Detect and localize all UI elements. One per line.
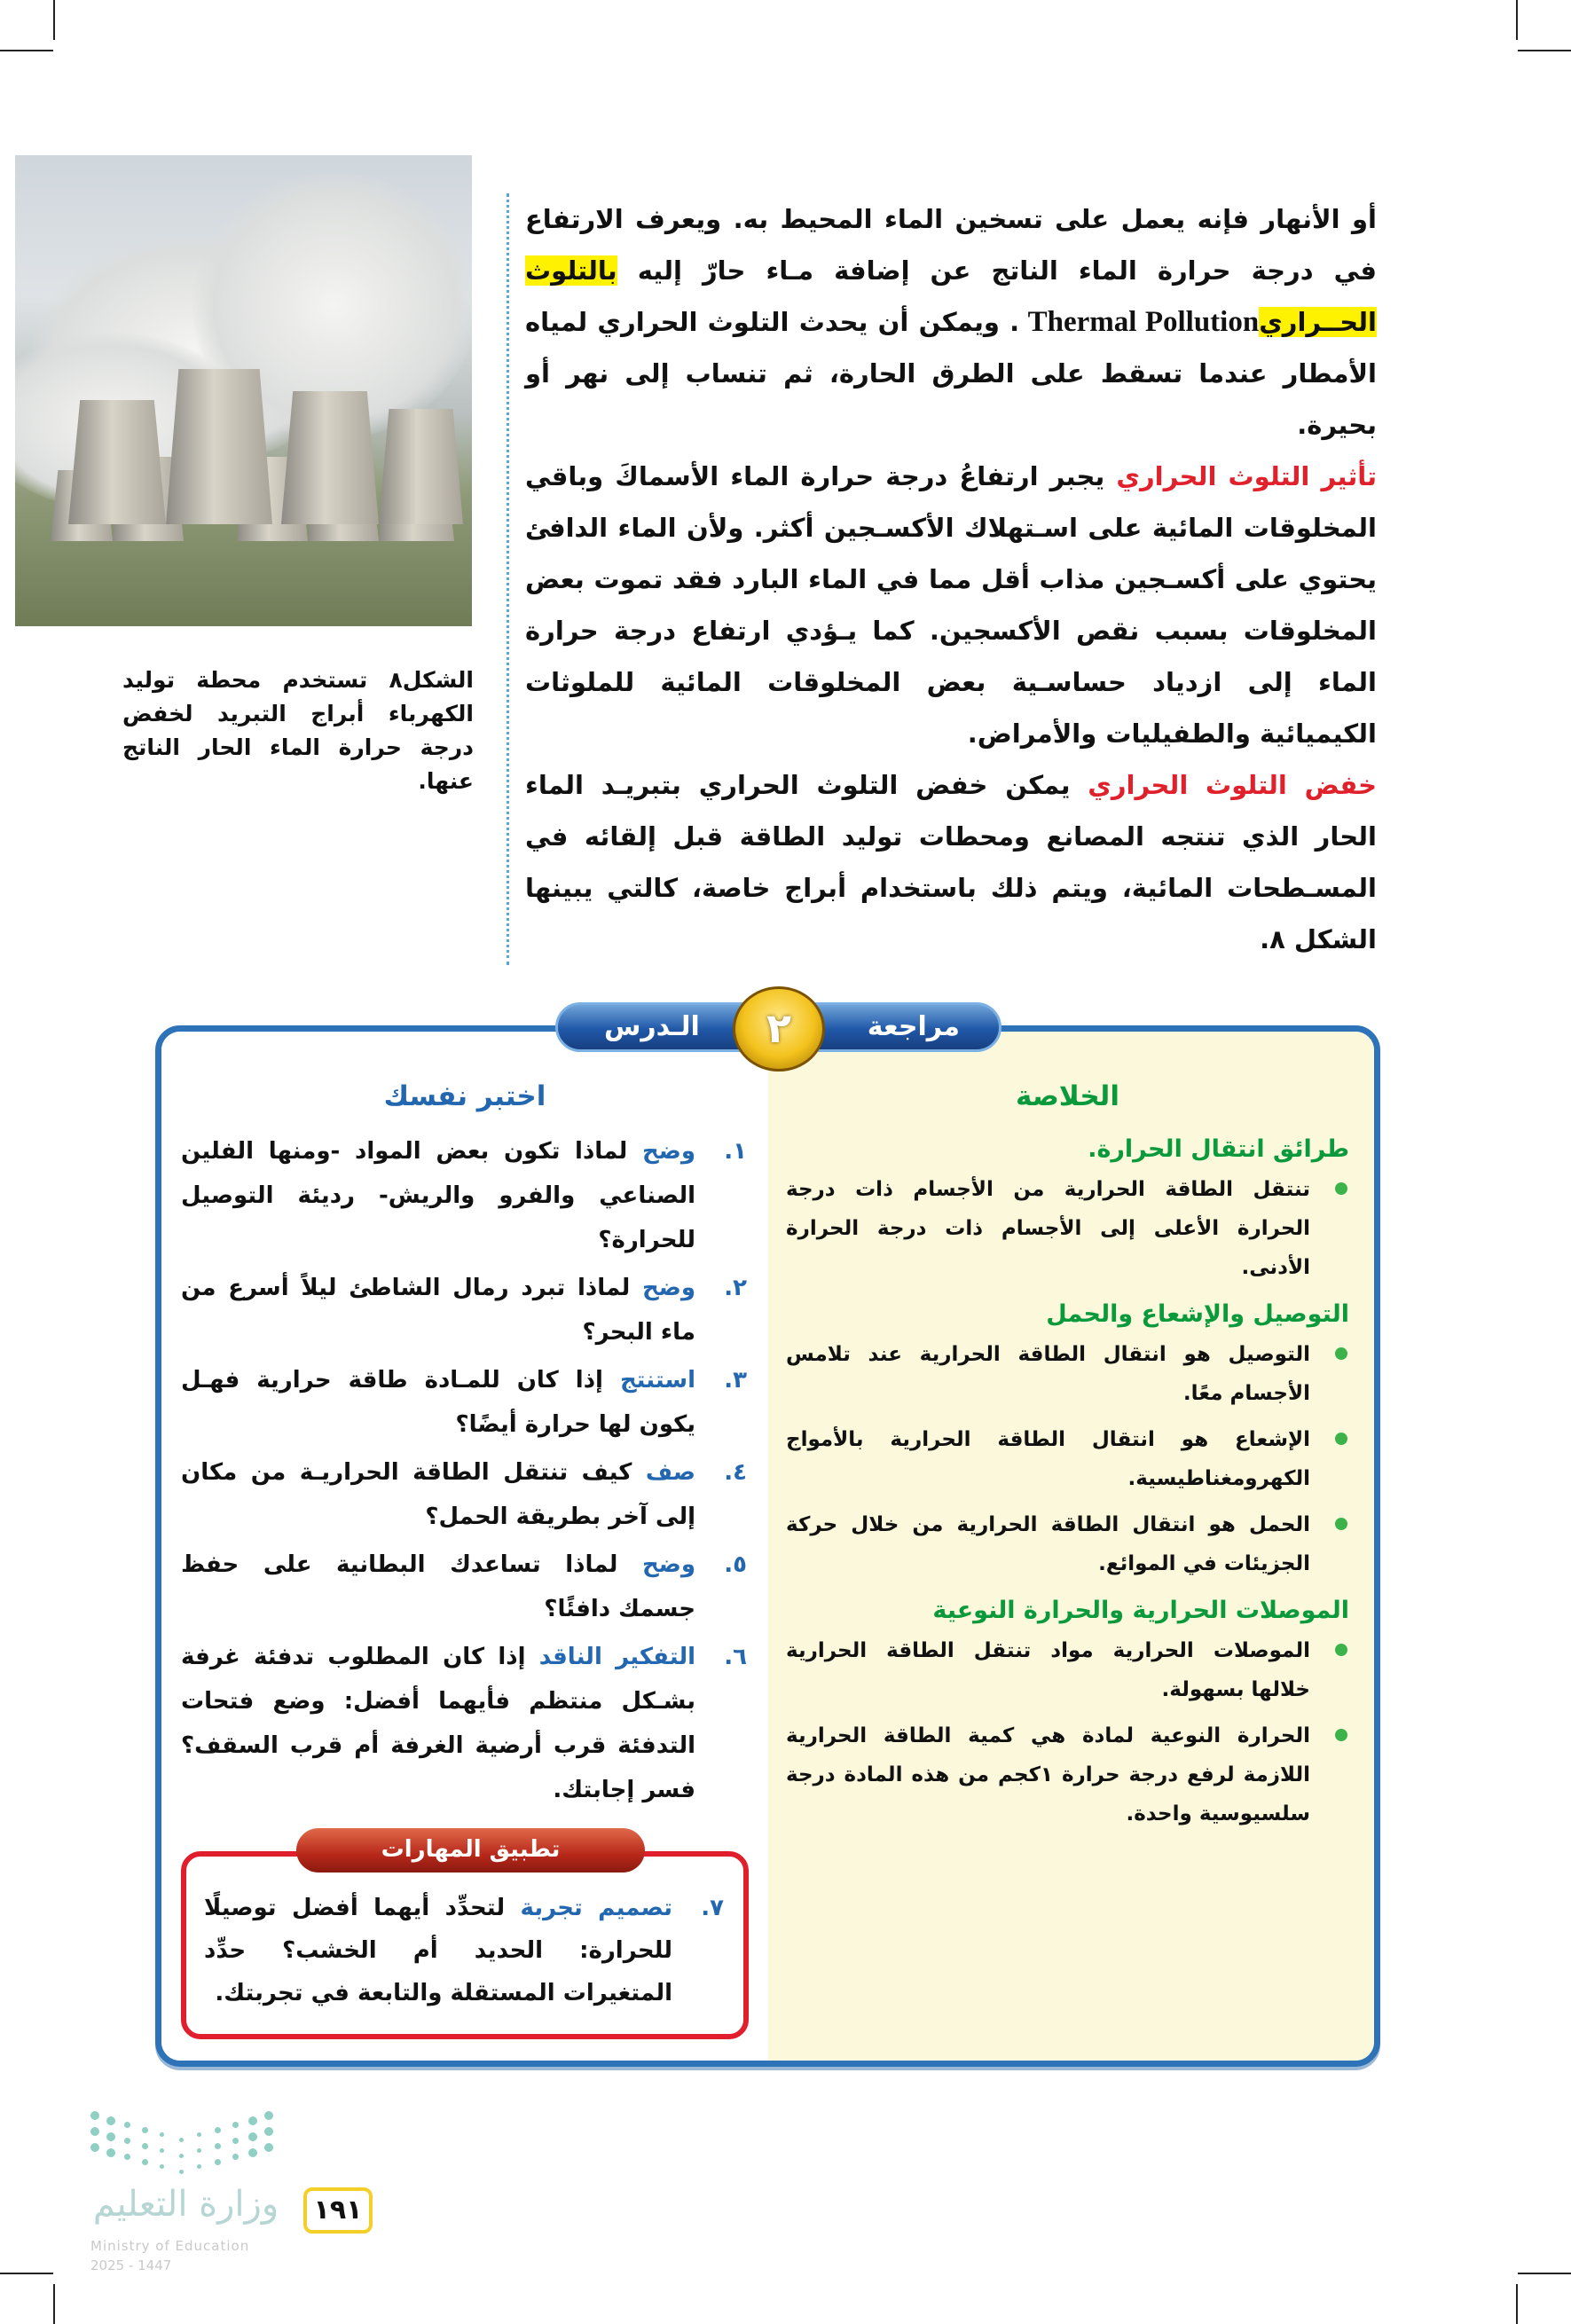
question-number: ٧. <box>701 1895 724 1921</box>
crop-mark <box>1516 0 1518 40</box>
text-run: . ويمكن أن يحدث التلوث الحراري لمياه الأمطار عندما تسقط على الطرق الحارة، ثم تنساب إلى نهر أو بحيرة. <box>525 307 1377 440</box>
logo-dot <box>160 2164 164 2169</box>
question-verb: وضح <box>641 1138 695 1165</box>
logo-dot <box>179 2138 184 2142</box>
self-test-panel <box>161 1032 768 2061</box>
question-number: ٢. <box>724 1275 747 1301</box>
crop-mark <box>1516 2284 1518 2324</box>
logo-dot <box>142 2159 148 2165</box>
summary-title: الخلاصة <box>1016 1080 1119 1112</box>
banner-word: الـدرس <box>604 1011 700 1042</box>
summary-heading: طرائق انتقال الحرارة. <box>1088 1135 1349 1163</box>
logo-dot <box>124 2154 130 2160</box>
crop-mark <box>1518 2273 1571 2274</box>
figure-caption-text: تستخدم محطة توليد الكهرباء أبراج التبريد لخفض درجة حرارة الماء الحار الناتج عنها. <box>122 667 474 794</box>
logo-dot <box>160 2148 164 2153</box>
text-run: يمكن خفض التلوث الحراري بتبريـد الماء الحار الذي تنتجه المصانع ومحطات توليد الطاقة قبل إلقائه في المسـطحات المائية، ويتم ذلك باستخدام أبراج خاصة، كالتي يبينها الشكل ٨. <box>525 770 1377 954</box>
lesson-review-box <box>155 1025 1380 2067</box>
question-verb: صف <box>645 1459 695 1486</box>
summary-heading: الموصلات الحرارية والحرارة النوعية <box>932 1597 1349 1624</box>
lower-section <box>90 1001 1380 2289</box>
paragraph-heading: تأثير التلوث الحراري <box>1116 461 1377 491</box>
question-item <box>181 1450 749 1539</box>
summary-bullet: الموصلات الحرارية مواد تنتقل الطاقة الحرارية خلالها بسهولة. <box>786 1631 1349 1709</box>
logo-dot <box>124 2122 130 2128</box>
logo-dot <box>197 2148 201 2153</box>
summary-bullet: الإشعاع هو انتقال الطاقة الحرارية بالأمواج الكهرومغناطيسية. <box>786 1420 1349 1498</box>
summary-list <box>786 1129 1349 1833</box>
logo-dot <box>142 2143 148 2149</box>
question-text: إذا كان المطلوب تدفئة غرفة بشـكل منتظم فأيهما أفضل: وضع فتحات التدفئة قرب أرضية الغرفة أم قرب السقف؟ فسر إجابتك. <box>181 1644 695 1803</box>
question-verb: تصميم تجربة <box>520 1895 672 1921</box>
page-number: ١٩١ <box>303 2187 373 2234</box>
logo-dot <box>142 2127 148 2133</box>
question-number: ١. <box>724 1138 747 1165</box>
summary-bullet: تنتقل الطاقة الحرارية من الأجسام ذات درجة الحرارة الأعلى إلى الأجسام ذات درجة الحرارة الأدنى. <box>786 1170 1349 1287</box>
question-verb: استنتج <box>619 1367 695 1394</box>
figure-caption <box>122 663 474 798</box>
skills-title: تطبيق المهارات <box>296 1828 645 1873</box>
logo-dot <box>106 2132 115 2141</box>
english-term: Thermal Pollution <box>1019 306 1260 338</box>
figure-label: الشكل٨ <box>389 667 474 693</box>
logo-dot <box>106 2148 115 2157</box>
logo-dot <box>248 2116 257 2125</box>
question-text: لماذا تساعدك البطانية على حفظ جسمك دافئًا؟ <box>181 1551 695 1622</box>
page-footer <box>90 2111 1380 2289</box>
text-run: يجبر ارتفاعُ درجة حرارة الماء الأسماكَ وباقي المخلوقات المائية على اسـتهلاك الأكسـجين أكثر. ولأن الماء الدافئ يحتوي على أكسـجين مذاب أقل مما في الماء البارد فقد تموت بعض المخلوقات بسبب نقص الأكسجين. كما يـؤدي ارتفاع درجة حرارة الماء إلى ازدياد حساسـية بعض المخلوقات المائية للملوثات الكيميائية والطفيليات والأمراض. <box>525 461 1377 749</box>
question-item <box>181 1129 749 1262</box>
logo-dot <box>264 2127 273 2136</box>
question-number: ٤. <box>724 1459 747 1486</box>
logo-dot <box>179 2170 184 2174</box>
review-banner-row <box>155 1001 1380 1054</box>
question-item <box>204 1887 726 2014</box>
logo-dot <box>106 2116 115 2125</box>
text-run: أو الأنهار فإنه يعمل على تسخين الماء المحيط به. ويعرف الارتفاع في درجة حرارة الماء الناتج عن إضافة مـاء حارّ إليه <box>525 204 1377 286</box>
crop-mark <box>0 50 53 51</box>
cooling-towers-photo <box>15 155 472 626</box>
cooling-tower <box>166 369 272 524</box>
question-item <box>181 1358 749 1447</box>
question-text: إذا كان للمـادة طاقة حرارية فهـل يكون لها حرارة أيضًا؟ <box>181 1367 695 1438</box>
question-text: لماذا تبرد رمال الشاطئ ليلاً أسرع من ماء البحر؟ <box>181 1275 695 1346</box>
skills-section <box>181 1836 749 2039</box>
summary-bullet: التوصيل هو انتقال الطاقة الحرارية عند تلامس الأجسام معًا. <box>786 1335 1349 1413</box>
question-number: ٥. <box>724 1551 747 1578</box>
logo-dot <box>90 2111 99 2120</box>
question-item <box>181 1543 749 1631</box>
summary-bullet: الحرارة النوعية لمادة هي كمية الطاقة الحرارية اللازمة لرفع درجة حرارة ١كجم من هذه المادة درجة سلسيوسية واحدة. <box>786 1716 1349 1833</box>
question-text: لماذا تكون بعض المواد -ومنها الفلين الصناعي والفرو والريش- رديئة التوصيل للحرارة؟ <box>181 1138 695 1253</box>
logo-dot <box>124 2138 130 2144</box>
cooling-tower <box>68 400 166 524</box>
summary-bullet: الحمل هو انتقال الطاقة الحرارية من خلال حركة الجزيئات في الموائع. <box>786 1505 1349 1583</box>
logo-dot <box>197 2164 201 2169</box>
logo-arabic-text: وزارة التعليم <box>92 2184 279 2225</box>
crop-mark <box>0 2273 53 2274</box>
self-test-title: اختبر نفسك <box>383 1080 546 1112</box>
crop-mark <box>53 0 55 40</box>
logo-dot <box>248 2148 257 2157</box>
question-item <box>181 1635 749 1812</box>
cooling-tower <box>379 409 463 524</box>
logo-dot <box>90 2143 99 2152</box>
logo-dot <box>197 2132 201 2137</box>
ministry-logo <box>90 2111 286 2280</box>
dotted-divider <box>507 193 509 965</box>
question-verb: وضح <box>641 1551 695 1578</box>
cooling-tower <box>281 391 379 524</box>
banner-word: مراجعة <box>867 1011 960 1042</box>
logo-dot <box>232 2138 239 2144</box>
crop-mark <box>53 2284 55 2324</box>
logo-dot <box>160 2132 164 2137</box>
logo-dot <box>264 2143 273 2152</box>
question-verb: التفكير الناقد <box>538 1644 695 1670</box>
question-number: ٦. <box>724 1644 747 1670</box>
paragraph <box>525 759 1377 965</box>
logo-dot <box>248 2132 257 2141</box>
question-text: كيف تنتقل الطاقة الحراريـة من مكان إلى آخر بطريقة الحمل؟ <box>181 1459 695 1530</box>
logo-dot <box>179 2154 184 2158</box>
logo-dot <box>264 2111 273 2120</box>
skills-box <box>181 1851 749 2039</box>
logo-english-text: Ministry of Education <box>90 2238 250 2254</box>
lesson-number-badge: ٢ <box>733 986 825 1072</box>
logo-dot <box>215 2143 221 2149</box>
logo-dot <box>90 2127 99 2136</box>
question-item <box>181 1266 749 1354</box>
paragraph <box>525 193 1377 451</box>
logo-dot <box>215 2159 221 2165</box>
logo-dot <box>232 2122 239 2128</box>
summary-heading: التوصيل والإشعاع والحمل <box>1046 1300 1349 1328</box>
logo-dot <box>232 2154 239 2160</box>
logo-year: 2025 - 1447 <box>90 2257 172 2273</box>
question-number: ٣. <box>724 1367 747 1394</box>
summary-panel <box>768 1032 1374 2061</box>
logo-dot <box>215 2127 221 2133</box>
key-term: بالتلوث الحــراري <box>525 255 1377 337</box>
question-list <box>181 1129 749 1812</box>
question-verb: وضح <box>641 1275 695 1301</box>
paragraph-heading: خفض التلوث الحراري <box>1088 770 1377 800</box>
paragraph <box>525 451 1377 759</box>
main-text <box>525 193 1377 965</box>
question-text: لتحدِّد أيهما أفضل توصيلًا للحرارة: الحديد أم الخشب؟ حدِّد المتغيرات المستقلة والتابعة في تجربتك. <box>204 1895 672 2006</box>
crop-mark <box>1518 50 1571 51</box>
